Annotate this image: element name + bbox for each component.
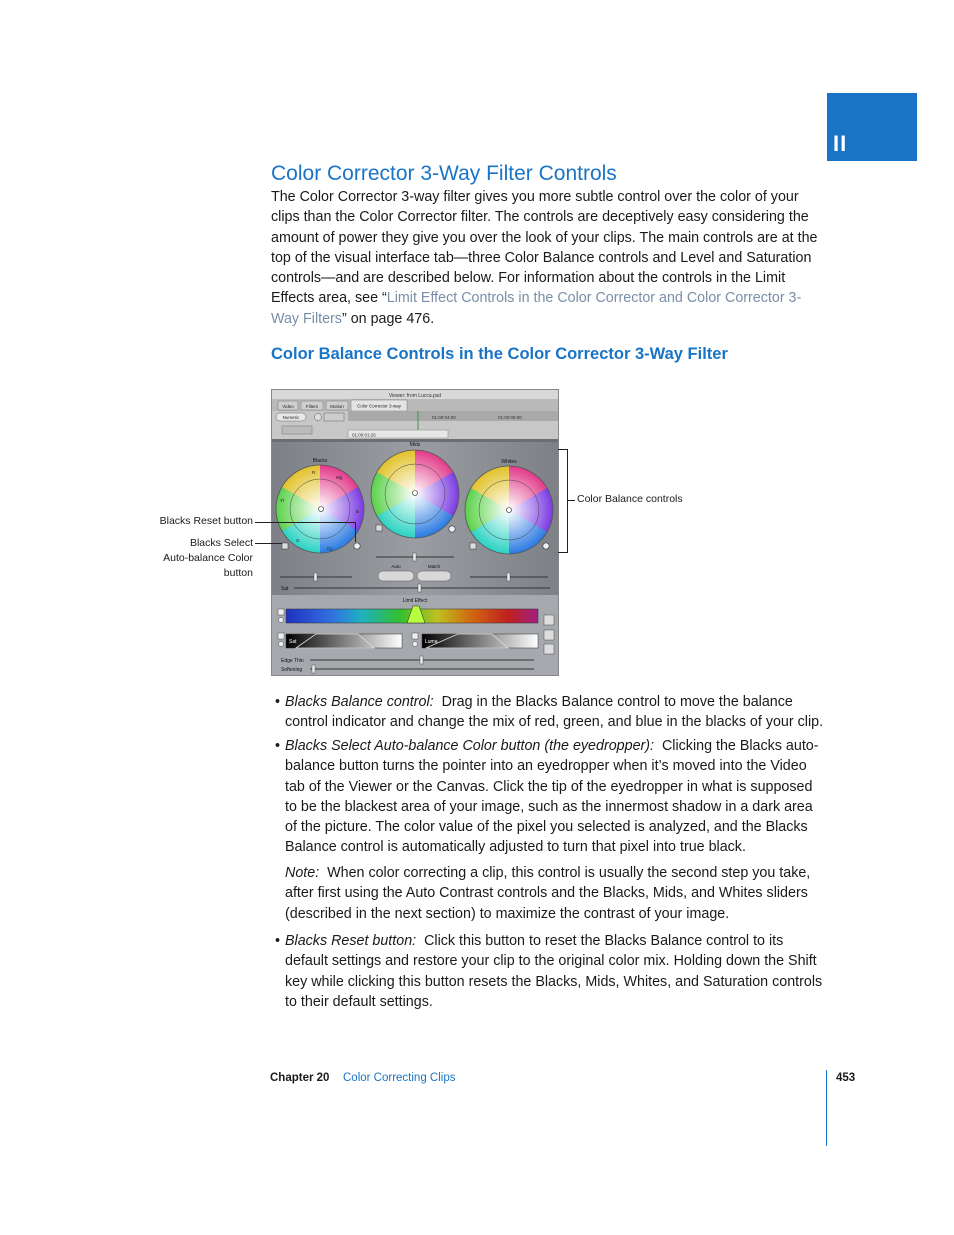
timecode-1: 01:00:04:00	[432, 415, 456, 420]
window-title: Viewer: from Lucca.psd	[388, 393, 442, 399]
timecode-2: 01:00:08:00	[498, 415, 522, 420]
tab-filters-label: Filters	[305, 404, 319, 409]
bullet-text: Click this button to reset the Blacks Balance control to its default settings and restore your clip to the original color mix. Holding down the Shift key while clicking this button resets the Blacks, Mids, Whites, and Saturation controls to their default settings.	[285, 933, 823, 1010]
sat-ramp[interactable]	[286, 634, 402, 648]
callout-blacks-select	[120, 536, 253, 581]
wheel-title-blacks: Blacks	[312, 458, 328, 464]
part-tab-label: II	[833, 131, 848, 156]
blacks-eyedropper-button[interactable]	[282, 543, 288, 549]
callout-blacks-reset-text: Blacks Reset button	[159, 515, 253, 527]
callout-blacks-reset	[120, 514, 253, 529]
whites-eyedropper-button[interactable]	[470, 543, 476, 549]
wheel-label-mg: Mg	[336, 475, 343, 480]
reset-icon[interactable]	[315, 414, 322, 421]
mids-reset-button[interactable]	[449, 526, 455, 532]
match-buttons[interactable]	[417, 571, 451, 581]
sat-label: Sat	[281, 586, 289, 592]
note-label: Note:	[285, 865, 320, 881]
wheel-label-cy: Cy	[327, 546, 333, 551]
screenshot-svg	[272, 390, 558, 675]
hue-enable-checkbox[interactable]	[278, 609, 284, 615]
wheel-label-g: G	[296, 538, 300, 543]
color-corrector-screenshot	[271, 389, 559, 676]
footer-rule	[826, 1070, 827, 1146]
footer-chapter: Chapter 20	[270, 1072, 330, 1084]
tab-color-corrector-label: Color Corrector 3-way	[356, 403, 402, 409]
bullet-item	[271, 692, 827, 733]
callout-color-balance	[577, 492, 717, 507]
match-label: Match	[427, 564, 441, 569]
bracket-vertical	[567, 449, 568, 553]
bracket-pointer	[567, 500, 575, 501]
view-matte-button[interactable]	[544, 630, 554, 640]
mids-balance-indicator[interactable]	[413, 491, 418, 496]
timecode-current: 01:00:01:26	[352, 432, 376, 438]
wheel-label-b: B	[356, 509, 360, 514]
cross-reference-link[interactable]: Limit Effect Controls in the Color Corrector and Color Corrector 3-Way Filters	[271, 290, 802, 327]
sat-ramp-label: Sat	[289, 639, 297, 645]
tab-video-label: Video	[282, 404, 294, 409]
tab-motion-label: Motion	[330, 404, 344, 409]
keyframe-buttons[interactable]	[282, 426, 312, 434]
subsection-title: Color Balance Controls in the Color Corrector 3-Way Filter	[271, 345, 728, 363]
hue-reset-button[interactable]	[279, 618, 284, 623]
luma-ramp[interactable]	[422, 634, 538, 648]
section-title: Color Corrector 3-Way Filter Controls	[271, 162, 617, 185]
callout-blacks-select-line2: Auto-balance Color	[163, 552, 253, 564]
key-view-button[interactable]	[544, 644, 554, 654]
wheel-label-r: R	[312, 470, 316, 475]
intro-text: The Color Corrector 3-way filter gives you more subtle control over the color of your clips than the Color Corrector filter. The controls are deceptively easy considering the amount of power they give you over the look of your clips. The main controls are at the top of the visual interface tab—three Color Balance controls and Level and Saturation controls—and are described below. For information about the controls in the Limit Effects area, see “	[271, 189, 818, 307]
blacks-balance-indicator[interactable]	[319, 507, 324, 512]
whites-balance-wheel[interactable]	[465, 466, 553, 554]
luma-reset-button[interactable]	[413, 642, 418, 647]
callout-blacks-select-line1: Blacks Select	[189, 537, 253, 549]
note-block	[271, 863, 827, 924]
part-tab	[827, 93, 917, 161]
wheel-title-whites: Whites	[501, 459, 517, 465]
page-number: 453	[836, 1072, 856, 1084]
select-color-eyedropper[interactable]	[544, 615, 554, 625]
blacks-reset-button[interactable]	[354, 543, 360, 549]
callout-line-blacks-reset-drop	[355, 522, 356, 542]
mids-balance-wheel[interactable]	[371, 450, 459, 538]
edge-thin-thumb[interactable]	[420, 656, 423, 664]
bracket-bottom	[558, 552, 568, 553]
callout-line-blacks-select	[255, 543, 282, 544]
bullet-dot: •	[275, 933, 281, 949]
numeric-button-label: Numeric	[282, 415, 300, 420]
blacks-level-thumb[interactable]	[314, 573, 317, 581]
softening-label: Softening	[281, 667, 303, 673]
softening-thumb[interactable]	[312, 665, 315, 673]
note-text: When color correcting a clip, this control is usually the second step you take, after first using the Auto Contrast controls and the Blacks, Mids, and Whites sliders (described in the next section) to maximize the contrast of your image.	[285, 865, 811, 922]
bullet-dot: •	[275, 694, 281, 710]
intro-text-end: ” on page 476.	[341, 310, 435, 327]
bullet-item	[271, 931, 827, 1012]
intro-paragraph	[271, 187, 827, 329]
bullet-dot: •	[275, 738, 281, 754]
sat-reset-button[interactable]	[279, 642, 284, 647]
sat-enable-checkbox[interactable]	[278, 633, 284, 639]
whites-reset-button[interactable]	[543, 543, 549, 549]
callout-blacks-select-line3: button	[223, 567, 253, 579]
mids-eyedropper-button[interactable]	[376, 525, 382, 531]
wheel-title-mids: Mids	[409, 442, 421, 448]
wheel-label-yl: Yl	[280, 498, 285, 503]
luma-ramp-label: Luma	[425, 639, 438, 645]
bullet-term: Blacks Balance control:	[285, 694, 434, 710]
footer-chapter-title[interactable]: Color Correcting Clips	[343, 1072, 456, 1084]
whites-balance-indicator[interactable]	[507, 508, 512, 513]
bullet-text: Drag in the Blacks Balance control to move the balance control indicator and change the mix of red, green, and blue in the blacks of your clip.	[285, 694, 824, 731]
edge-thin-label: Edge Thin	[281, 658, 304, 664]
limit-effect-label: Limit Effect	[402, 598, 428, 604]
bullet-term: Blacks Reset button:	[285, 933, 417, 949]
mids-slider-thumb[interactable]	[413, 553, 416, 561]
luma-enable-checkbox[interactable]	[412, 633, 418, 639]
auto-contrast-buttons[interactable]	[378, 571, 414, 581]
sat-slider-thumb[interactable]	[418, 584, 421, 592]
callout-color-balance-text: Color Balance controls	[577, 493, 683, 505]
whites-level-thumb[interactable]	[507, 573, 510, 581]
bullet-term: Blacks Select Auto-balance Color button (the eyedropper):	[285, 738, 655, 754]
bullet-text: Clicking the Blacks auto-balance button turns the pointer into an eyedropper when it’s moved into the Video tab of the Viewer or the Canvas. Click the tip of the eyedropper in what is supposed to be the blackest area of your image, such as the innermost shadow in a dark area of the picture. The color value of the pixel you selected is analyzed, and the Blacks Balance control is automatically adjusted to turn that pixel into true black.	[285, 738, 819, 856]
callout-line-blacks-reset	[255, 522, 356, 523]
bullet-item	[271, 736, 827, 858]
auto-label: Auto	[391, 564, 401, 569]
blacks-balance-wheel[interactable]	[276, 465, 364, 553]
visual-toggle[interactable]	[324, 413, 344, 421]
bracket-top	[558, 449, 567, 450]
